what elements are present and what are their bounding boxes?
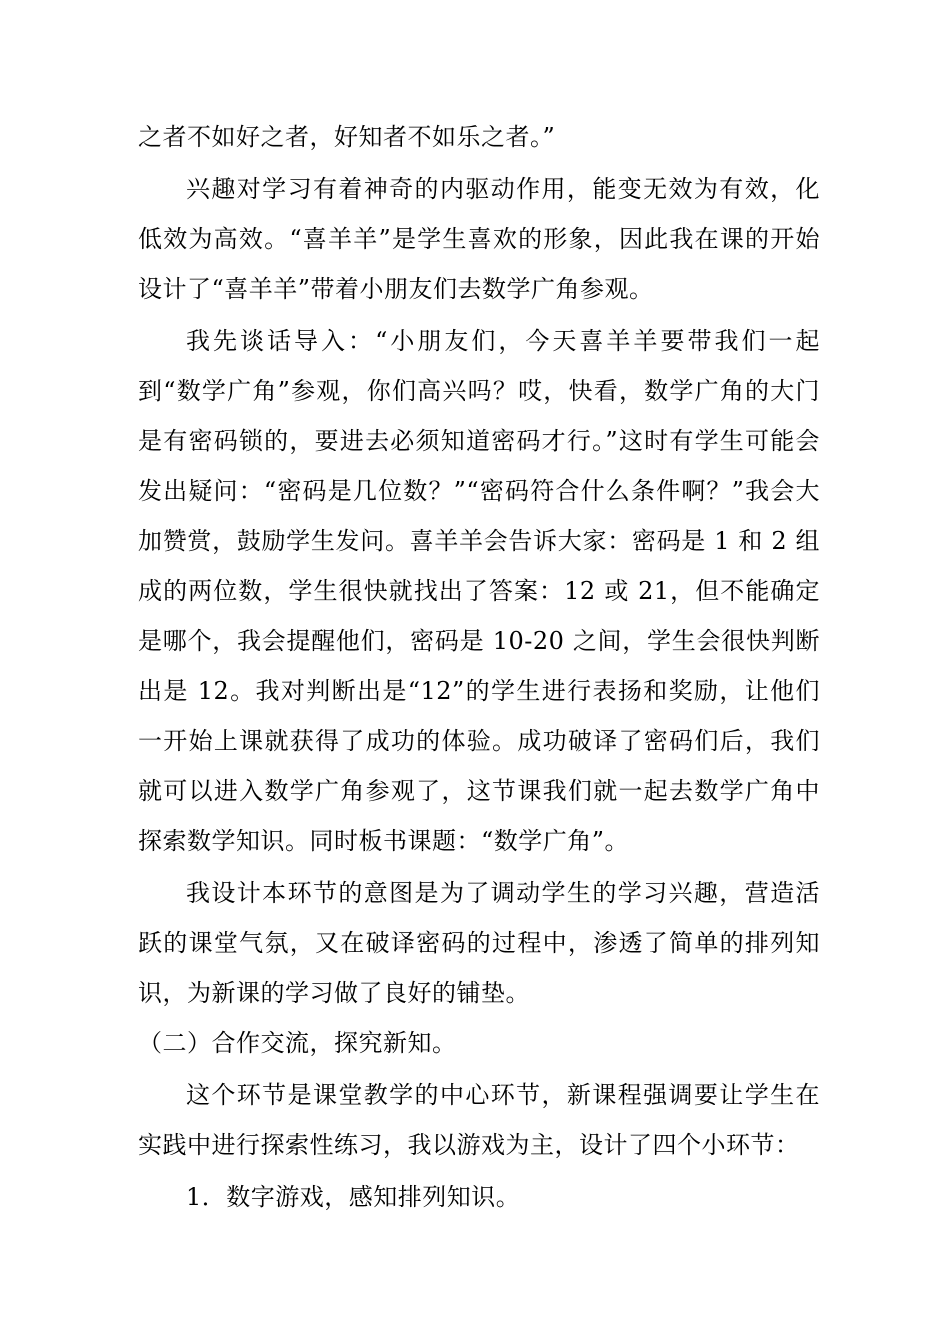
paragraph-quote-end: 之者不如好之者，好知者不如乐之者。” xyxy=(138,123,556,151)
list-item-number-game: 1．数字游戏，感知排列知识。 xyxy=(186,1183,521,1211)
paragraph-intent: 我设计本环节的意图是为了调动学生的学习兴趣，营造活跃的课堂气氛，又在破译密码的过程中，渗透了简单的排列知识，为新课的学习做了良好的铺垫。 xyxy=(138,879,820,1007)
section-heading: （二）合作交流，探究新知。 xyxy=(138,1029,457,1057)
paragraph-center-link: 这个环节是课堂教学的中心环节，新课程强调要让学生在实践中进行探索性练习，我以游戏为主，设计了四个小环节： xyxy=(138,1081,820,1159)
document-page xyxy=(138,112,820,1222)
paragraph-interest: 兴趣对学习有着神奇的内驱动作用，能变无效为有效，化低效为高效。“喜羊羊”是学生喜欢的形象，因此我在课的开始设计了“喜羊羊”带着小朋友们去数学广角参观。 xyxy=(138,175,820,303)
paragraph-introduction: 我先谈话导入：“小朋友们，今天喜羊羊要带我们一起到“数学广角”参观，你们高兴吗？哎，快看，数学广角的大门是有密码锁的，要进去必须知道密码才行。”这时有学生可能会发出疑问：“密码是几位数？”“密码符合什么条件啊？”我会大加赞赏，鼓励学生发问。喜羊羊会告诉大家：密码是 1 和 2 组成的两位数，学生很快就找出了答案：12 或 21，但不能确定是哪个，我会提醒他们，密码是 10-20 之间，学生会很快判断出是 12。我对判断出是“12”的学生进行表扬和奖励，让他们一开始上课就获得了成功的体验。成功破译了密码们后，我们就可以进入数学广角参观了，这节课我们就一起去数学广角中探索数学知识。同时板书课题：“数学广角”。 xyxy=(138,327,820,855)
